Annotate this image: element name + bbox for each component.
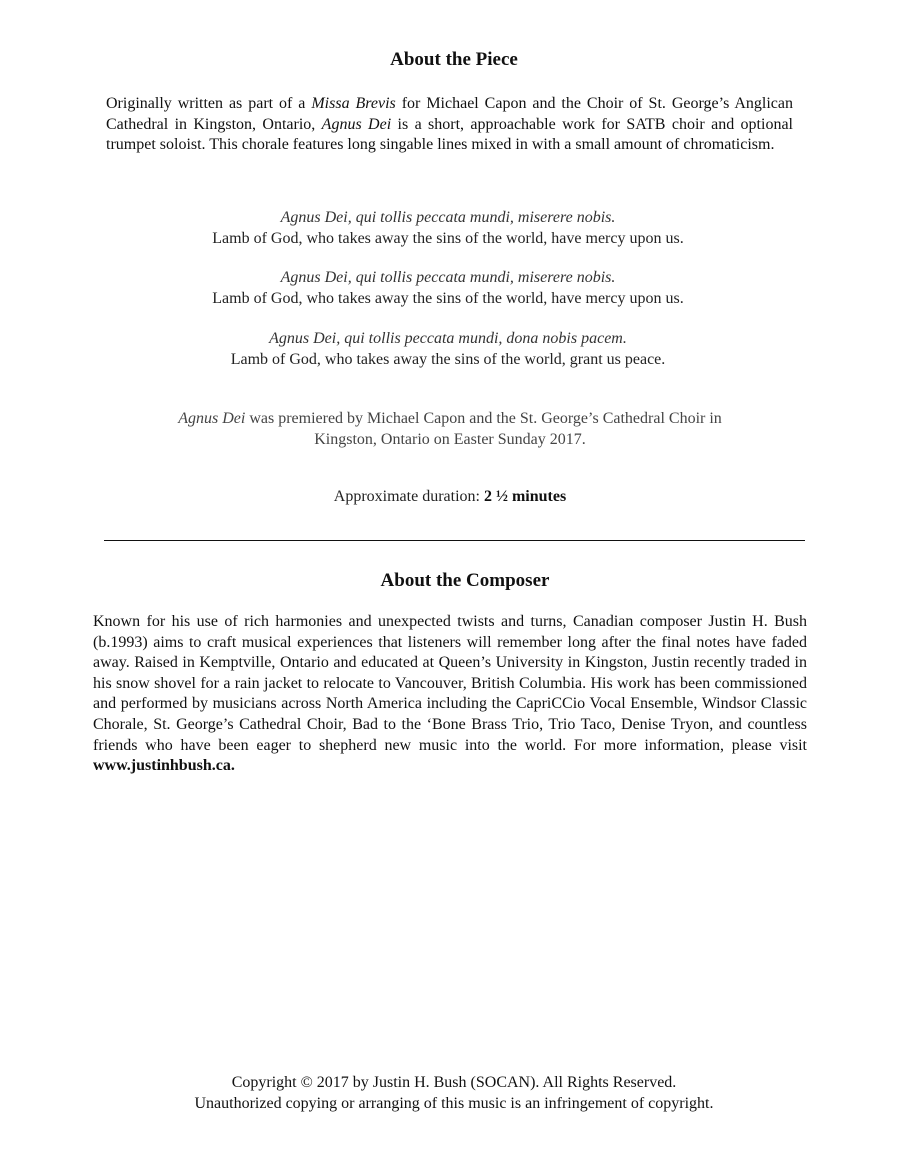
verse-2-english: Lamb of God, who takes away the sins of the world, have mercy upon us. xyxy=(212,290,684,307)
premiere-line-2: Kingston, Ontario on Easter Sunday 2017. xyxy=(314,431,586,448)
verse-2 xyxy=(0,267,896,309)
about-composer-heading: About the Composer xyxy=(380,570,550,591)
copyright-footer xyxy=(4,1072,900,1114)
copyright-line: Copyright © 2017 by Justin H. Bush (SOCAN). All Rights Reserved. xyxy=(231,1074,677,1091)
intro-text-1: Originally written as part of a xyxy=(106,95,312,112)
premiere-line-1: was premiered by Michael Capon and the St. George’s Cathedral Choir in xyxy=(245,410,722,427)
verse-3 xyxy=(0,328,896,370)
intro-text-3: is a short, approachable work for SATB choir and optional trumpet soloist. This chorale features long singable lines mixed in with a small amount of chromaticism. xyxy=(106,115,793,154)
verse-3-latin: Agnus Dei, qui tollis peccata mundi, dona nobis pacem. xyxy=(269,330,627,347)
copyright-notice: Unauthorized copying or arranging of this music is an infringement of copyright. xyxy=(194,1095,714,1112)
duration-value: 2 ½ minutes xyxy=(483,488,567,505)
duration-line xyxy=(0,486,900,507)
composer-bio-paragraph xyxy=(93,612,807,777)
premiere-title: Agnus Dei xyxy=(178,410,246,427)
composer-bio-text: Known for his use of rich harmonies and unexpected twists and turns, Canadian composer Justin H. Bush (b.1993) aims to craft musical experiences that listeners will remember long after the final notes have faded away. Raised in Kemptville, Ontario and educated at Queen’s University in Kingston, Justin recently traded in his snow shovel for a rain jacket to relocate to Vancouver, British Columbia. His work has been commissioned and performed by musicians across North America including the CapriCCio Vocal Ensemble, Windsor Classic Chorale, St. George’s Cathedral Choir, Bad to the ‘Bone Brass Trio, Trio Taco, Denise Tryon, and countless friends who have been eager to shepherd new music into the world. For more information, please visit xyxy=(93,613,807,754)
about-piece-heading: About the Piece xyxy=(390,49,518,70)
piece-intro-paragraph xyxy=(106,94,793,156)
verse-1 xyxy=(0,207,896,249)
verse-1-english: Lamb of God, who takes away the sins of the world, have mercy upon us. xyxy=(212,230,684,247)
verse-1-latin: Agnus Dei, qui tollis peccata mundi, miserere nobis. xyxy=(280,209,616,226)
agnus-dei-title: Agnus Dei xyxy=(321,115,392,133)
premiere-note xyxy=(0,408,900,450)
composer-website: www.justinhbush.ca. xyxy=(93,757,235,775)
verse-2-latin: Agnus Dei, qui tollis peccata mundi, miserere nobis. xyxy=(280,269,616,286)
intro-text-2: for Michael Capon and the Choir of St. George’s Anglican Cathedral in Kingston, Ontario, xyxy=(106,95,794,133)
duration-label: Approximate duration: xyxy=(333,488,484,505)
missa-brevis-title: Missa Brevis xyxy=(311,95,396,112)
section-divider xyxy=(104,540,805,541)
verse-3-english: Lamb of God, who takes away the sins of the world, grant us peace. xyxy=(230,351,666,368)
